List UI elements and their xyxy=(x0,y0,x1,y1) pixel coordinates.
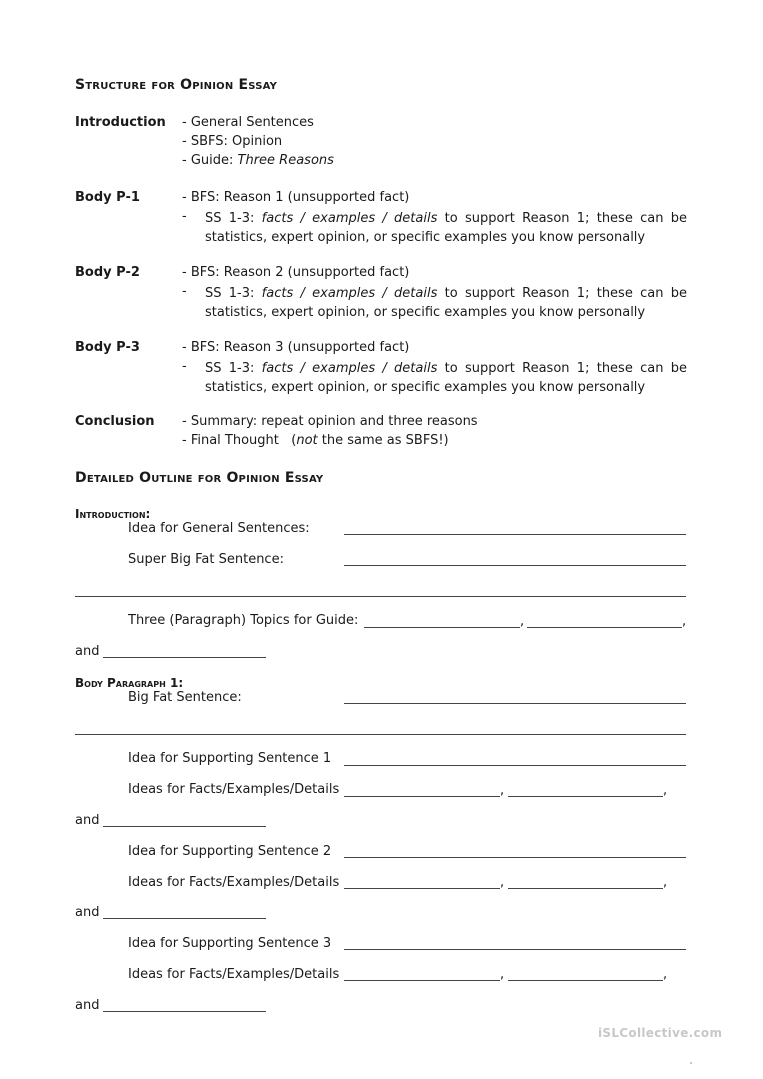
intro-line-2: - SBFS: Opinion xyxy=(182,134,283,149)
body-p2-ss-text: SS 1-3: facts / examples / details to support Reason 1; these can be statistics, expert opinion, or specific examples you know personally xyxy=(205,286,687,320)
facts-1-blank-2[interactable] xyxy=(508,796,663,797)
intro-line-1: - General Sentences xyxy=(182,115,314,130)
facts-2-comma-1: , xyxy=(500,875,505,890)
outline-title: Detailed Outline for Opinion Essay xyxy=(75,470,324,486)
facts-1-label: Ideas for Facts/Examples/Details xyxy=(128,782,340,797)
facts-2-label: Ideas for Facts/Examples/Details xyxy=(128,875,340,890)
facts-2-blank-1[interactable] xyxy=(344,888,500,889)
facts-2-and: and xyxy=(75,905,100,920)
guide-and: and xyxy=(75,644,100,659)
guide-topics-label: Three (Paragraph) Topics for Guide: xyxy=(128,613,359,628)
guide-italic: Three Reasons xyxy=(237,153,334,168)
outline-body1-heading: Body Paragraph 1: xyxy=(75,676,184,690)
facts-3-blank-2[interactable] xyxy=(508,980,663,981)
facts-2-comma-2: , xyxy=(663,875,668,890)
facts-3-comma-2: , xyxy=(663,967,668,982)
body-p3-ss-text: SS 1-3: facts / examples / details to support Reason 1; these can be statistics, expert opinion, or specific examples you know personally xyxy=(205,361,687,395)
facts-1-and: and xyxy=(75,813,100,828)
conclusion-line-2: - Final Thought (not the same as SBFS!) xyxy=(182,433,449,448)
facts-3-blank-1[interactable] xyxy=(344,980,500,981)
bfs-label: Big Fat Sentence: xyxy=(128,690,242,705)
body-p3-ss-dash: - xyxy=(182,359,187,374)
watermark-logo: iSLCollective.com xyxy=(598,1026,723,1040)
support-2-blank[interactable] xyxy=(344,857,686,858)
sbfs-label: Super Big Fat Sentence: xyxy=(128,552,284,567)
facts-2-blank-3[interactable] xyxy=(103,918,266,919)
structure-title: Structure for Opinion Essay xyxy=(75,77,278,93)
facts-2-blank-2[interactable] xyxy=(508,888,663,889)
intro-line-3 xyxy=(182,153,334,169)
facts-1-comma-1: , xyxy=(500,783,505,798)
body-p2-ss-dash: - xyxy=(182,284,187,299)
guide-comma-2: , xyxy=(682,614,687,629)
conclusion-label: Conclusion xyxy=(75,414,155,429)
facts-1-comma-2: , xyxy=(663,783,668,798)
general-sentences-label: Idea for General Sentences: xyxy=(128,521,310,536)
bfs-blank-2[interactable] xyxy=(75,734,686,735)
support-3-blank[interactable] xyxy=(344,949,686,950)
body-p2-bfs: - BFS: Reason 2 (unsupported fact) xyxy=(182,265,410,280)
guide-topic-blank-1[interactable] xyxy=(364,627,520,628)
support-2-label: Idea for Supporting Sentence 2 xyxy=(128,844,332,859)
support-1-label: Idea for Supporting Sentence 1 xyxy=(128,751,332,766)
facts-3-and: and xyxy=(75,998,100,1013)
body-p2-label: Body P-2 xyxy=(75,265,140,280)
guide-topic-blank-2[interactable] xyxy=(527,627,682,628)
body-p1-label: Body P-1 xyxy=(75,190,140,205)
facts-1-blank-3[interactable] xyxy=(103,826,266,827)
body-p1-ss-dash: - xyxy=(182,209,187,224)
watermark-dot xyxy=(690,1062,692,1064)
facts-1-blank-1[interactable] xyxy=(344,796,500,797)
body-p3-label: Body P-3 xyxy=(75,340,140,355)
facts-3-comma-1: , xyxy=(500,967,505,982)
bfs-blank[interactable] xyxy=(344,703,686,704)
support-1-blank[interactable] xyxy=(344,765,686,766)
conclusion-line-1: - Summary: repeat opinion and three reasons xyxy=(182,414,478,429)
body-p3-bfs: - BFS: Reason 3 (unsupported fact) xyxy=(182,340,410,355)
outline-intro-heading: Introduction: xyxy=(75,507,151,521)
guide-comma-1: , xyxy=(520,614,525,629)
guide-topic-blank-3[interactable] xyxy=(103,657,266,658)
support-3-label: Idea for Supporting Sentence 3 xyxy=(128,936,332,951)
intro-label: Introduction xyxy=(75,115,166,130)
body-p1-bfs: - BFS: Reason 1 (unsupported fact) xyxy=(182,190,410,205)
sbfs-blank[interactable] xyxy=(344,565,686,566)
facts-3-blank-3[interactable] xyxy=(103,1011,266,1012)
body-p1-ss-text: SS 1-3: facts / examples / details to support Reason 1; these can be statistics, expert opinion, or specific examples you know personally xyxy=(205,211,687,245)
general-sentences-blank[interactable] xyxy=(344,534,686,535)
facts-3-label: Ideas for Facts/Examples/Details xyxy=(128,967,340,982)
guide-prefix: - Guide: xyxy=(182,153,238,168)
sbfs-blank-2[interactable] xyxy=(75,596,686,597)
